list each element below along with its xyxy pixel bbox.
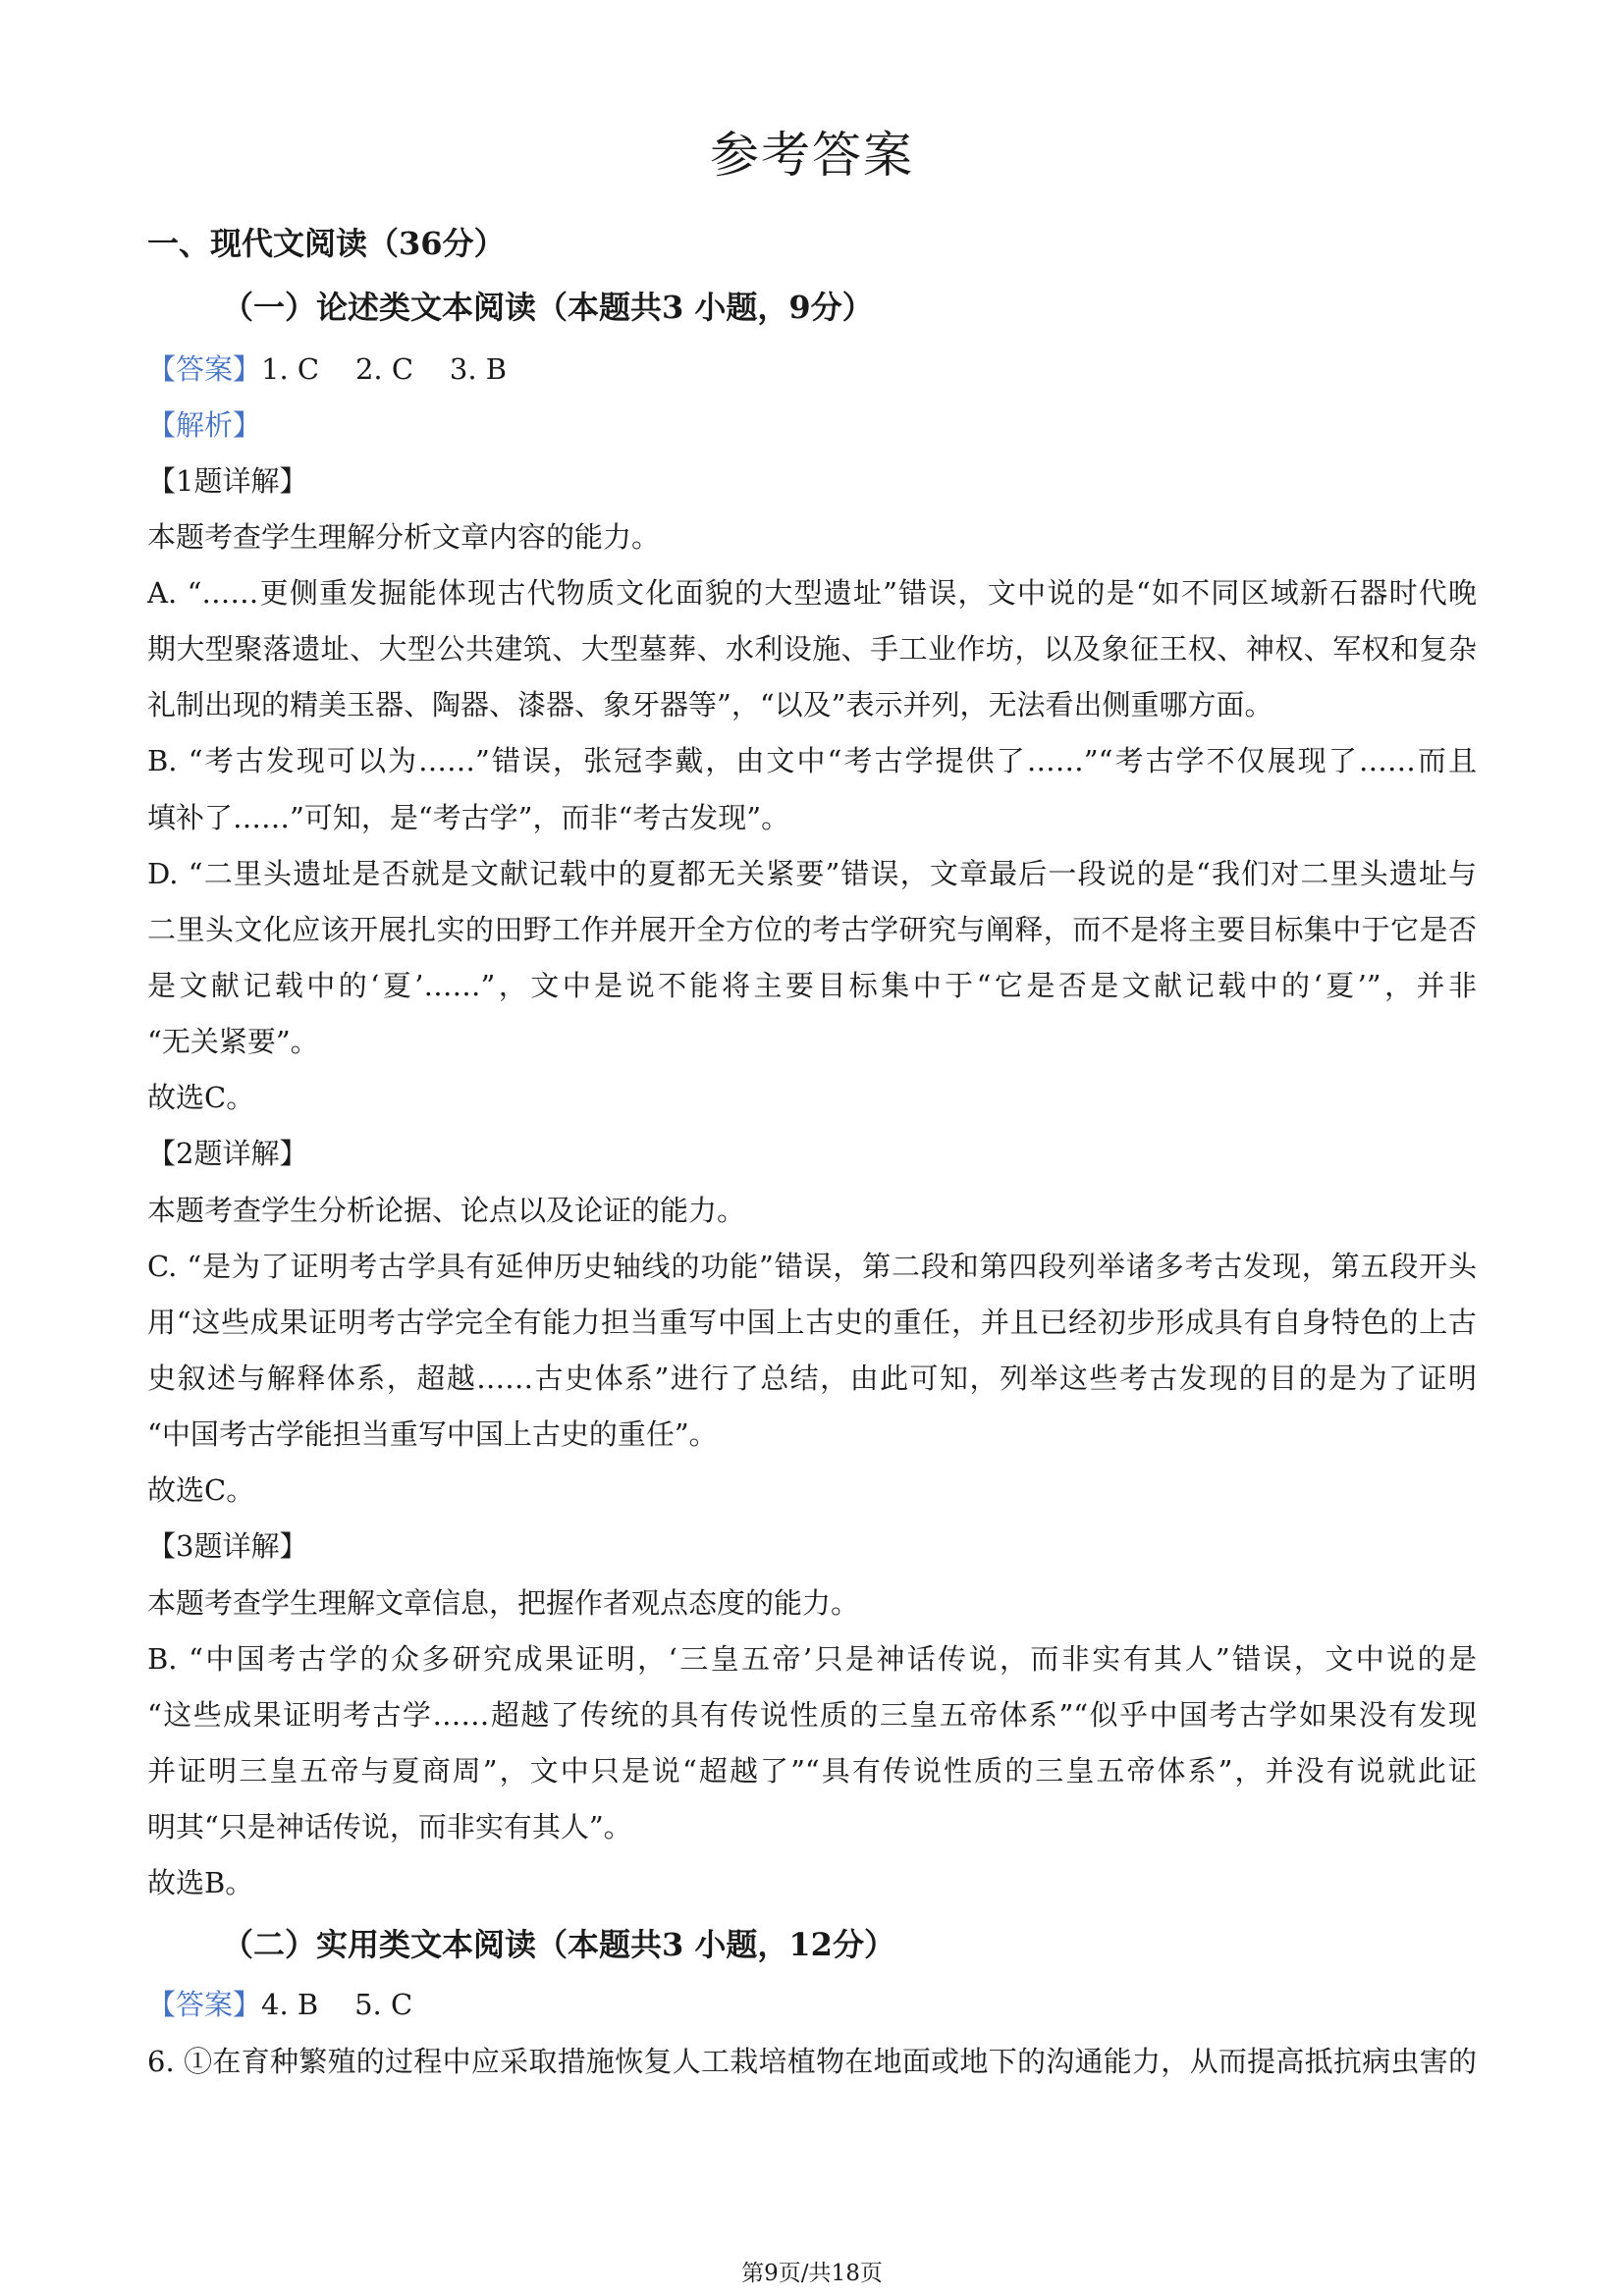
answer-line <box>147 1977 1477 2033</box>
question-3-option-b-line: 明其“只是神话传说，而非实有其人”。 <box>147 1810 632 1844</box>
question-1-option-a-line: 期大型聚落遗址、大型公共建筑、大型墓葬、水利设施、手工业作坊，以及象征王权、神权、军权和复杂 <box>147 632 1477 667</box>
question-3-intro: 本题考查学生理解文章信息，把握作者观点态度的能力。 <box>147 1585 860 1620</box>
question-2-option-c-line: “中国考古学能担当重写中国上古史的重任”。 <box>147 1417 718 1452</box>
question-2-option-c-line: C. “是为了证明考古学具有延伸历史轴线的功能”错误，第二段和第四段列举诸多考古发现，第五段开头 <box>147 1249 1477 1283</box>
analysis-label: 【解析】 <box>147 407 262 442</box>
answer-line <box>147 342 1477 398</box>
question-2-option-c-line: 史叙述与解释体系，超越……古史体系”进行了总结，由此可知，列举这些考古发现的目的是为了证明 <box>147 1362 1477 1396</box>
question-1-detail-label: 【1题详解】 <box>147 463 308 498</box>
question-3-detail-label: 【3题详解】 <box>147 1529 308 1564</box>
question-3-option-b-line: “这些成果证明考古学……超越了传统的具有传说性质的三皇五帝体系”“似乎中国考古学如果没有发现 <box>147 1697 1477 1732</box>
subsection-heading-argumentative-text: （一）论述类文本阅读（本题共3 小题，9分） <box>222 289 874 326</box>
question-2-intro: 本题考查学生分析论据、论点以及论证的能力。 <box>147 1193 746 1227</box>
question-1-option-d-line: 是文献记载中的‘夏’……”，文中是说不能将主要目标集中于“它是否是文献记载中的‘夏’”，并非 <box>147 969 1477 1003</box>
question-3-conclusion: 故选B。 <box>147 1866 254 1900</box>
question-3-option-b-line: B. “中国考古学的众多研究成果证明，‘三皇五帝’只是神话传说，而非实有其人”错误，文中说的是 <box>147 1641 1477 1676</box>
question-6-answer-line: 6. ①在育种繁殖的过程中应采取措施恢复人工栽培植物在地面或地下的沟通能力，从而提高抵抗病虫害的 <box>147 2044 1477 2078</box>
question-1-option-a-line: 礼制出现的精美玉器、陶器、漆器、象牙器等”，“以及”表示并列，无法看出侧重哪方面。 <box>147 688 1273 722</box>
question-2-conclusion: 故选C。 <box>147 1473 255 1508</box>
answer-values: 1. C 2. C 3. B <box>261 351 508 386</box>
answer-body <box>147 342 1477 1912</box>
page-footer: 第9页/共18页 <box>741 2261 883 2286</box>
question-1-option-d-line: D. “二里头遗址是否就是文献记载中的夏都无关紧要”错误，文章最后一段说的是“我们对二里头遗址与 <box>147 856 1477 890</box>
question-1-option-d-line: “无关紧要”。 <box>147 1025 319 1059</box>
section-heading-modern-reading: 一、现代文阅读（36分） <box>147 225 506 262</box>
question-1-option-b-line: B. “考古发现可以为……”错误，张冠李戴，由文中“考古学提供了……”“考古学不仅展现了……而且 <box>147 744 1477 778</box>
question-1-intro: 本题考查学生理解分析文章内容的能力。 <box>147 519 661 554</box>
question-1-option-d-line: 二里头文化应该开展扎实的田野工作并展开全方位的考古学研究与阐释，而不是将主要目标集中于它是否 <box>147 912 1477 946</box>
question-1-option-a-line: A. “……更侧重发掘能体现古代物质文化面貌的大型遗址”错误，文中说的是“如不同区域新石器时代晚 <box>147 576 1477 611</box>
question-3-option-b-line: 并证明三皇五帝与夏商周”，文中只是说“超越了”“具有传说性质的三皇五帝体系”，并没有说就此证 <box>147 1754 1477 1789</box>
answer-label: 【答案】 <box>147 351 262 386</box>
document-title: 参考答案 <box>710 127 914 184</box>
question-1-conclusion: 故选C。 <box>147 1081 255 1115</box>
subsection-heading-practical-text: （二）实用类文本阅读（本题共3 小题，12分） <box>222 1926 895 1963</box>
question-1-option-b-line: 填补了……”可知，是“考古学”，而非“考古发现”。 <box>147 800 790 834</box>
answer-label: 【答案】 <box>147 1987 262 2021</box>
question-2-detail-label: 【2题详解】 <box>147 1137 308 1171</box>
answer-values: 4. B 5. C <box>261 1987 413 2021</box>
question-2-option-c-line: 用“这些成果证明考古学完全有能力担当重写中国上古史的重任，并且已经初步形成具有自身特色的上古 <box>147 1305 1477 1339</box>
